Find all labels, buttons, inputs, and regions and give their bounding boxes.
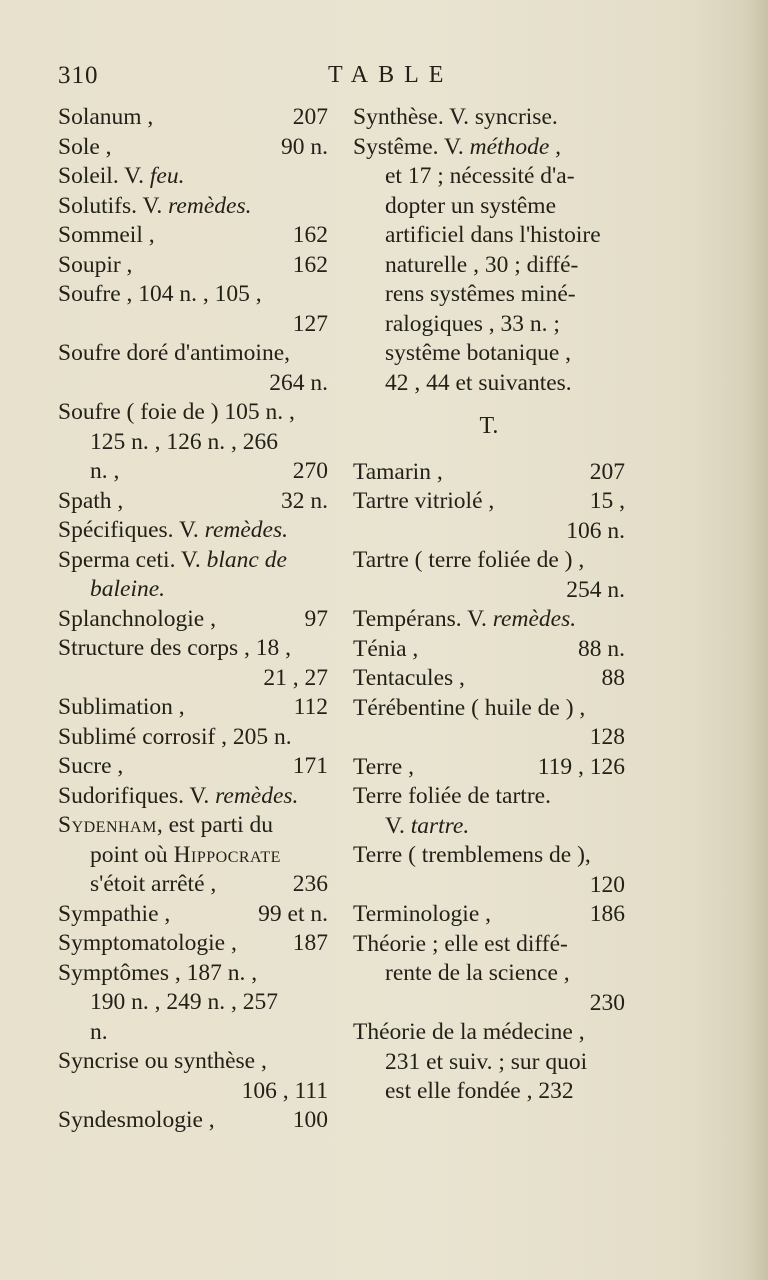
index-entry: Spécifiques. V. remèdes.: [58, 517, 288, 543]
index-entry: Sublimé corrosif , 205 n.: [58, 723, 292, 750]
index-entry-continuation: 264 n.: [269, 369, 328, 396]
index-entry-continuation: artificiel dans l'histoire: [385, 222, 601, 248]
index-entry-continuation: 230: [589, 989, 625, 1016]
index-entry: Terre foliée de tartre.: [353, 783, 551, 809]
index-entry: Terre ( tremblemens de ),: [353, 842, 591, 868]
page-header: [58, 62, 718, 98]
index-entry: Théorie ; elle est diffé-: [353, 930, 568, 957]
index-entry: Symptômes , 187 n. ,: [58, 959, 258, 986]
index-entry-continuation: point où Hippocrate: [90, 841, 281, 868]
index-entry-continuation: 128: [589, 724, 625, 750]
index-entry-continuation: 190 n. , 249 n. , 257: [90, 989, 278, 1015]
index-entry-continuation: 231 et suiv. ; sur quoi: [385, 1048, 588, 1075]
index-entry: Térébentine ( huile de ) ,: [353, 694, 586, 721]
index-entry: Synthèse. V. syncrise.: [353, 104, 558, 130]
section-letter: T.: [479, 413, 499, 439]
index-entry: Soleil. V. feu.: [58, 163, 185, 189]
index-entry: Soufre doré d'antimoine,: [58, 340, 290, 366]
index-entry-continuation: dopter un systême: [385, 192, 556, 219]
index-entry-continuation: n. , 270: [90, 458, 328, 484]
index-entry: Tartre ( terre foliée de ) ,: [353, 547, 585, 573]
index-entry: Ténia , 88 n.: [353, 635, 625, 662]
index-entry: Théorie de la médecine ,: [353, 1019, 585, 1045]
index-entry: Sole , 90 n.: [58, 133, 328, 160]
index-entry-continuation: 21 , 27: [263, 664, 328, 691]
index-entry-continuation: systême botanique ,: [385, 340, 572, 366]
index-entry: Soupir , 162: [58, 251, 328, 278]
index-entry: Spath , 32 n.: [58, 487, 328, 514]
index-entry-continuation: est elle fondée , 232: [385, 1078, 574, 1104]
index-entry-continuation: 125 n. , 126 n. , 266: [90, 428, 278, 455]
index-entry: Sommeil , 162: [58, 222, 328, 248]
index-entry: Sucre , 171: [58, 753, 328, 779]
index-column-left: [58, 103, 328, 1136]
index-entry: Structure des corps , 18 ,: [58, 635, 291, 661]
index-entry-continuation: s'étoit arrêté , 236: [90, 871, 328, 897]
index-entry-continuation: rente de la science ,: [385, 960, 570, 986]
index-entry: Tamarin , 207: [353, 458, 625, 485]
index-entry: Tartre vitriolé , 15 ,: [353, 488, 625, 514]
index-entry-continuation: ralogiques , 33 n. ;: [385, 310, 560, 337]
index-entry-continuation: rens systêmes miné-: [385, 281, 576, 307]
index-entry-continuation: baleine.: [90, 576, 166, 602]
index-entry: Sublimation , 112: [58, 694, 328, 720]
index-entry-continuation: n.: [90, 1018, 108, 1045]
index-entry: Sympathie , 99 et n.: [58, 900, 328, 927]
index-entry-continuation: et 17 ; nécessité d'a-: [385, 163, 575, 189]
running-title: TABLE: [328, 62, 454, 88]
index-entry: Terre , 119 , 126: [353, 753, 625, 780]
index-entry: Symptomatologie , 187: [58, 930, 328, 956]
index-entry: Solutifs. V. remèdes.: [58, 192, 252, 219]
index-entry: Solanum , 207: [58, 104, 328, 130]
page-number: 310: [58, 62, 99, 89]
index-entry: Syndesmologie , 100: [58, 1107, 328, 1133]
index-entry: Tentacules , 88: [353, 665, 625, 691]
index-entry-continuation: naturelle , 30 ; diffé-: [385, 251, 579, 278]
index-entry: Soufre , 104 n. , 105 ,: [58, 281, 262, 307]
index-entry-continuation: 106 n.: [566, 517, 625, 544]
index-entry-continuation: 106 , 111: [241, 1077, 328, 1104]
index-entry: Sydenham, est parti du: [58, 812, 274, 838]
index-entry: Sperma ceti. V. blanc de: [58, 546, 287, 573]
index-entry-continuation: 127: [292, 310, 328, 337]
index-entry: Sudorifiques. V. remèdes.: [58, 782, 299, 809]
index-entry: Soufre ( foie de ) 105 n. ,: [58, 399, 295, 425]
index-column-right: [353, 103, 625, 1107]
index-entry-continuation: 120: [589, 871, 625, 898]
index-entry-continuation: 254 n.: [566, 576, 625, 603]
index-entry: Systême. V. méthode ,: [353, 133, 562, 160]
index-entry: Terminologie , 186: [353, 901, 625, 927]
index-entry-continuation: V. tartre.: [385, 812, 470, 839]
index-entry-continuation: 42 , 44 et suivantes.: [385, 369, 572, 396]
index-entry: Splanchnologie , 97: [58, 605, 328, 632]
index-entry: Tempérans. V. remèdes.: [353, 606, 577, 632]
index-entry: Syncrise ou synthèse ,: [58, 1048, 267, 1074]
